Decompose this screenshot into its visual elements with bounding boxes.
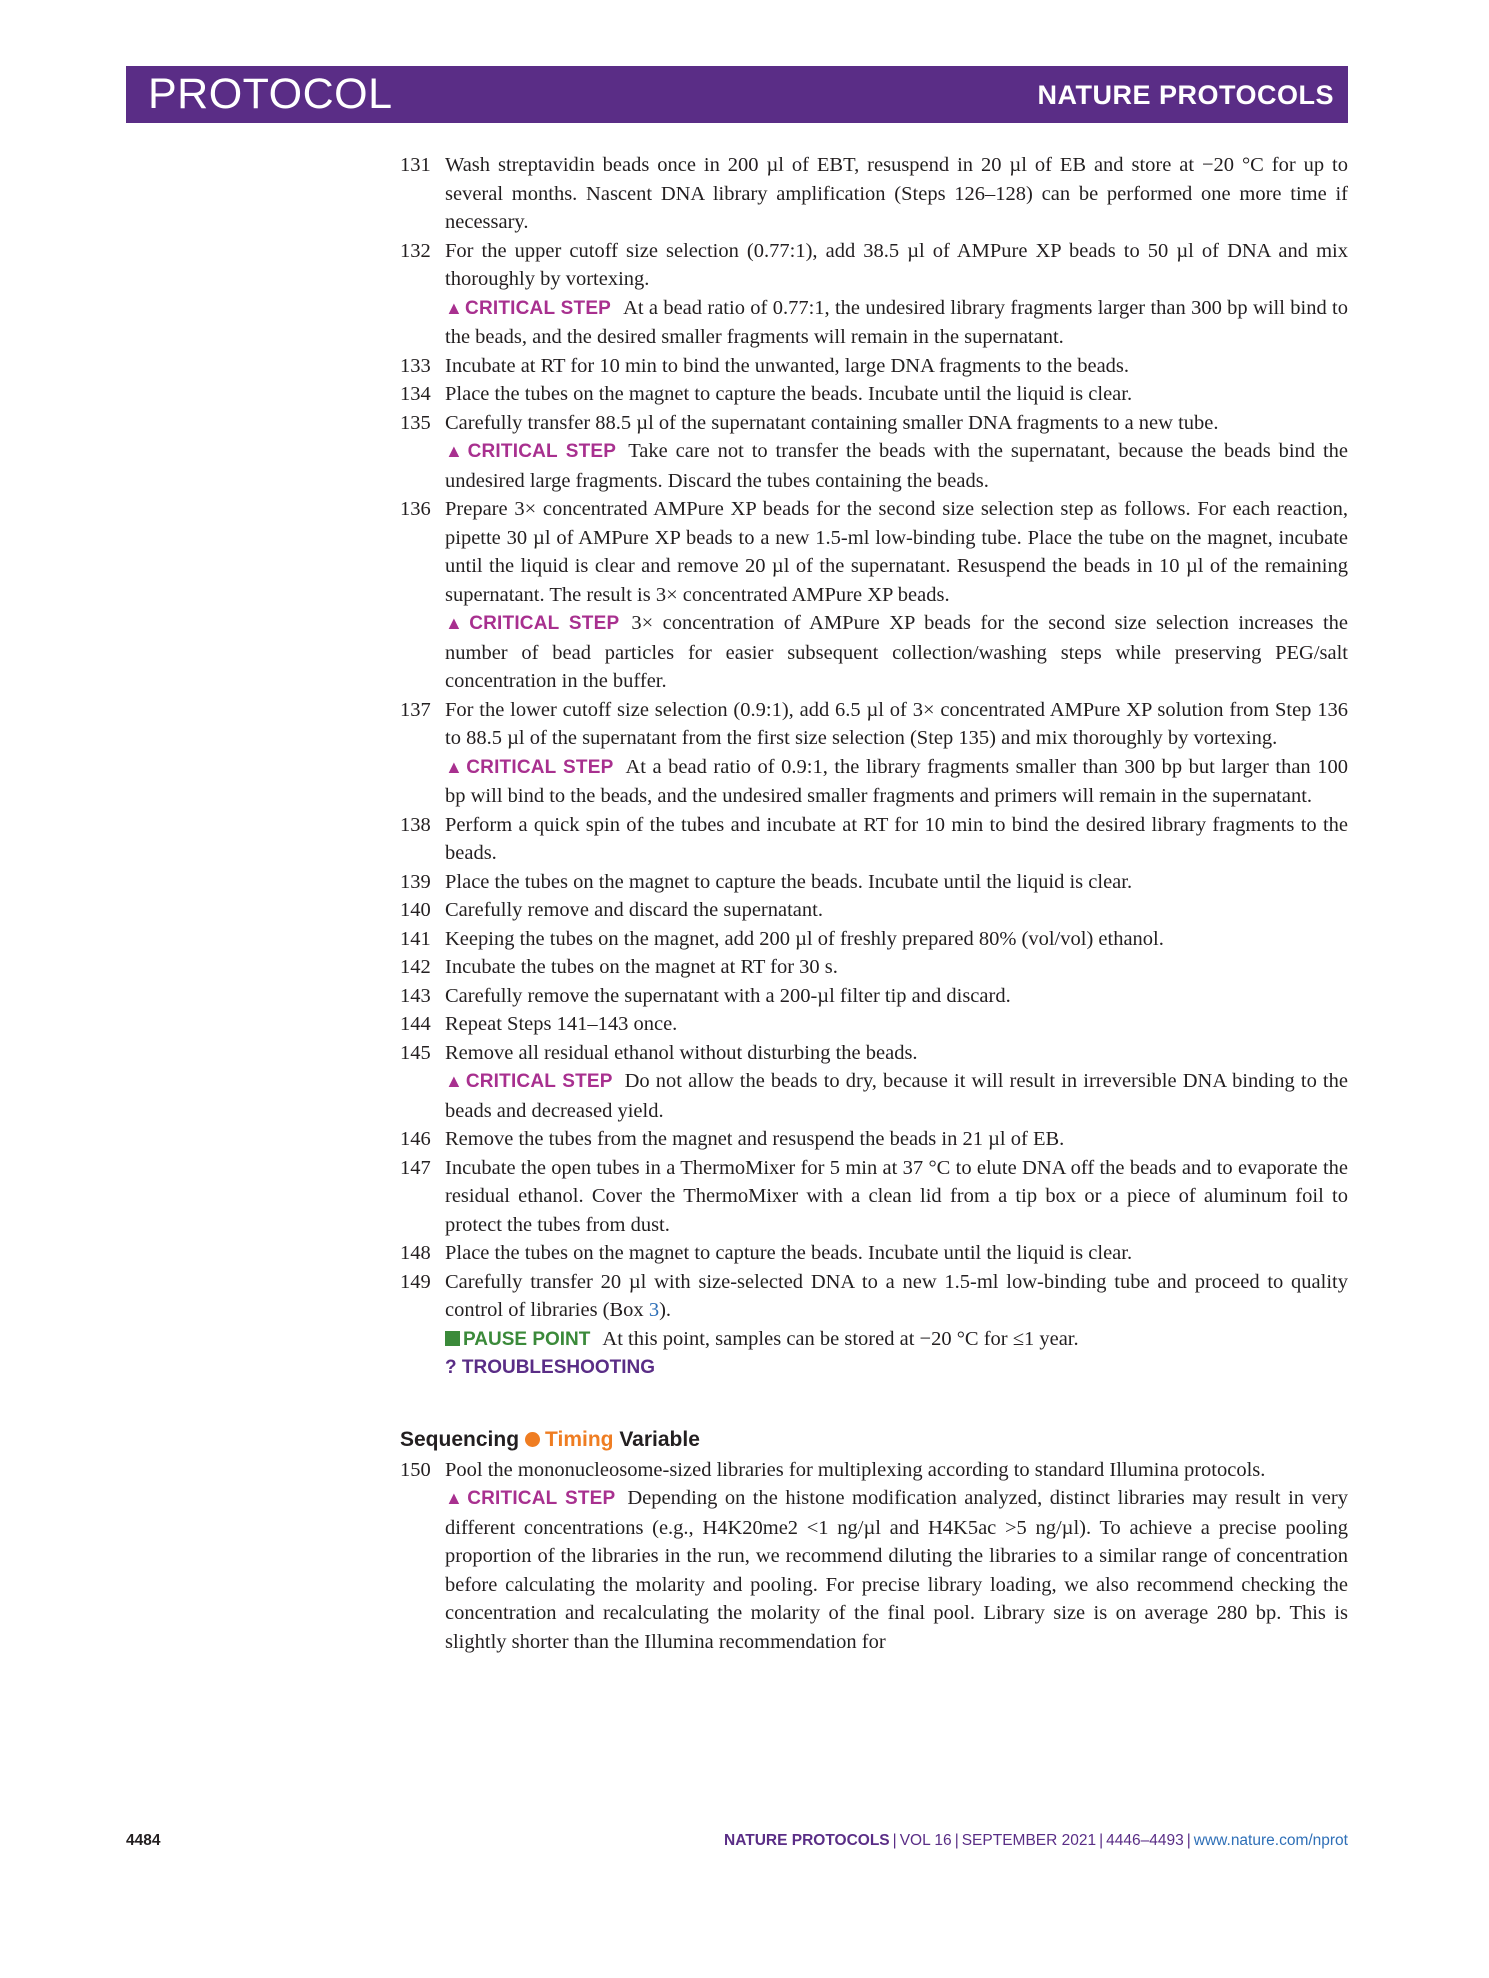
step-text: Carefully remove and discard the supernatant.	[445, 899, 823, 921]
step-text: Repeat Steps 141–143 once.	[445, 1013, 678, 1035]
triangle-icon: ▲	[445, 1488, 466, 1508]
critical-note	[445, 437, 1348, 495]
step-139	[400, 868, 1348, 897]
critical-note	[445, 609, 1348, 696]
step-text-part: ).	[659, 1299, 672, 1321]
triangle-icon: ▲	[445, 297, 464, 318]
step-137	[400, 696, 1348, 811]
step-149	[400, 1268, 1348, 1383]
footer-journal: NATURE PROTOCOLS	[724, 1832, 890, 1849]
step-text: Wash streptavidin beads once in 200 µl of EBT, resuspend in 20 µl of EB and store at −20 °C for up to several months. Nascent DNA library amplification (Steps 126–128) can be performed one more time if necessary.	[445, 154, 1348, 233]
step-138	[400, 811, 1348, 868]
step-number: 144	[400, 1013, 431, 1035]
step-text: Place the tubes on the magnet to capture the beads. Incubate until the liquid is clear.	[445, 870, 1133, 893]
triangle-icon: ▲	[445, 1071, 464, 1091]
step-number: 150	[400, 1458, 431, 1481]
step-number: 139	[400, 870, 431, 893]
footer-url[interactable]: www.nature.com/nprot	[1193, 1832, 1348, 1849]
critical-label: CRITICAL STEP	[469, 613, 620, 634]
section-title: Sequencing	[400, 1427, 520, 1451]
critical-note	[445, 1067, 1348, 1125]
step-148	[400, 1239, 1348, 1268]
step-text: Place the tubes on the magnet to capture the beads. Incubate until the liquid is clear.	[445, 383, 1133, 405]
step-140	[400, 896, 1348, 925]
step-136	[400, 495, 1348, 696]
step-text: Carefully remove the supernatant with a 200-µl filter tip and discard.	[445, 984, 1011, 1007]
step-number: 143	[400, 984, 431, 1007]
step-132	[400, 237, 1348, 352]
step-text: For the lower cutoff size selection (0.9:1), add 6.5 µl of 3× concentrated AMPure XP solution from Step 136 to 88.5 µl of the supernatant from the first size selection (Step 135) and mix thoroughly by vortexing.	[445, 698, 1348, 749]
step-number: 145	[400, 1041, 431, 1064]
section-heading	[400, 1424, 1348, 1456]
step-text: Place the tubes on the magnet to capture the beads. Incubate until the liquid is clear.	[445, 1242, 1133, 1264]
step-text: Incubate at RT for 10 min to bind the unwanted, large DNA fragments to the beads.	[445, 354, 1130, 377]
step-number: 142	[400, 956, 431, 978]
protocol-body	[400, 151, 1348, 1656]
step-text: Incubate the tubes on the magnet at RT for 30 s.	[445, 956, 838, 978]
page-header	[126, 66, 1348, 123]
footer-date: SEPTEMBER 2021	[961, 1832, 1097, 1849]
triangle-icon: ▲	[445, 756, 465, 777]
critical-text: Take care not to transfer the beads with the supernatant, because the beads bind the undesired large fragments. Discard the tubes containing the beads.	[445, 440, 1348, 492]
step-141	[400, 925, 1348, 954]
step-text	[445, 1268, 1348, 1325]
critical-note	[445, 1484, 1348, 1656]
step-text: Prepare 3× concentrated AMPure XP beads for the second size selection step as follows. For each reaction, pipette 30 µl of AMPure XP beads to a new 1.5-ml low-binding tube. Place the tube on the magnet, incubate until the liquid is clear and remove 20 µl of the supernatant. Resuspend the beads in 10 µl of the remaining supernatant. The result is 3× concentrated AMPure XP beads.	[445, 498, 1348, 606]
critical-label: CRITICAL STEP	[466, 756, 614, 778]
step-number: 133	[400, 354, 431, 377]
step-144	[400, 1010, 1348, 1039]
pause-square-icon	[445, 1331, 460, 1346]
step-number: 136	[400, 498, 431, 520]
critical-text: Do not allow the beads to dry, because it will result in irreversible DNA binding to the beads and decreased yield.	[445, 1070, 1348, 1122]
step-133	[400, 352, 1348, 381]
critical-note	[445, 294, 1348, 352]
step-142	[400, 953, 1348, 982]
step-number: 146	[400, 1128, 431, 1150]
step-text: Incubate the open tubes in a ThermoMixer for 5 min at 37 °C to elute DNA off the beads and to evaporate the residual ethanol. Cover the ThermoMixer with a clean lid from a tip box or a piece of aluminum foil to protect the tubes from dust.	[445, 1156, 1348, 1236]
step-text: Keeping the tubes on the magnet, add 200 µl of freshly prepared 80% (vol/vol) ethanol.	[445, 927, 1164, 950]
critical-text: Depending on the histone modification analyzed, distinct libraries may result in very different concentrations (e.g., H4K20me2 <1 ng/µl and H4K5ac >5 ng/µl). To achieve a precise pooling proportion of the libraries in the run, we recommend diluting the libraries to a similar range of concentration before calculating the molarity and pooling. For precise library loading, we also recommend checking the concentration and recalculating the molarity of the final pool. Library size is on average 280 bp. This is slightly shorter than the Illumina recommendation for	[445, 1487, 1348, 1653]
step-text: For the upper cutoff size selection (0.77:1), add 38.5 µl of AMPure XP beads to 50 µl of DNA and mix thoroughly by vortexing.	[445, 239, 1348, 290]
critical-note	[445, 753, 1348, 811]
journal-label: NATURE PROTOCOLS	[1037, 80, 1334, 110]
box-3-link[interactable]: 3	[648, 1299, 660, 1321]
step-number: 132	[400, 239, 431, 262]
step-number: 138	[400, 813, 431, 836]
timing-label: Timing	[545, 1427, 614, 1451]
critical-label: CRITICAL STEP	[465, 297, 612, 319]
step-147	[400, 1154, 1348, 1240]
critical-label: CRITICAL STEP	[465, 1071, 613, 1092]
critical-text: 3× concentration of AMPure XP beads for the second size selection increases the number of bead particles for easier subsequent collection/washing steps while preserving PEG/salt concentration in the buffer.	[445, 612, 1348, 692]
step-number: 137	[400, 698, 431, 721]
footer-citation: NATURE PROTOCOLS | VOL 16 | SEPTEMBER 2021 | 4446–4493 | www.nature.com/nprot	[724, 1832, 1348, 1849]
footer-volume: VOL 16	[899, 1832, 952, 1849]
step-text: Carefully transfer 88.5 µl of the supernatant containing smaller DNA fragments to a new tube.	[445, 411, 1219, 434]
triangle-icon: ▲	[445, 613, 468, 633]
step-number: 149	[400, 1270, 431, 1293]
pause-text: At this point, samples can be stored at −20 °C for ≤1 year.	[602, 1327, 1079, 1350]
timing-dot-icon	[525, 1432, 540, 1447]
critical-text: At a bead ratio of 0.9:1, the library fragments smaller than 300 bp but larger than 100 bp will bind to the beads, and the undesired smaller fragments and primers will remain in the supernatant.	[445, 755, 1348, 807]
step-number: 131	[400, 154, 431, 176]
step-143	[400, 982, 1348, 1011]
triangle-icon: ▲	[445, 441, 466, 461]
footer-pages: 4446–4493	[1106, 1832, 1184, 1849]
step-number: 135	[400, 411, 431, 434]
step-number: 134	[400, 383, 431, 405]
step-146	[400, 1125, 1348, 1154]
step-145	[400, 1039, 1348, 1126]
step-text: Perform a quick spin of the tubes and incubate at RT for 10 min to bind the desired library fragments to the beads.	[445, 813, 1348, 864]
step-150	[400, 1456, 1348, 1657]
critical-label: CRITICAL STEP	[467, 441, 617, 462]
step-number: 140	[400, 899, 431, 921]
troubleshooting-link[interactable]: ? TROUBLESHOOTING	[445, 1357, 656, 1378]
step-text-part: Carefully transfer 20 µl with size-selected DNA to a new 1.5-ml low-binding tube and proceed to quality control of libraries (Box	[445, 1270, 1348, 1321]
critical-text: At a bead ratio of 0.77:1, the undesired library fragments larger than 300 bp will bind to the beads, and the desired smaller fragments will remain in the supernatant.	[445, 296, 1348, 348]
pause-label: PAUSE POINT	[463, 1328, 591, 1350]
step-text: Pool the mononucleosome-sized libraries for multiplexing according to standard Illumina protocols.	[445, 1458, 1266, 1481]
page-number: 4484	[126, 1832, 161, 1849]
step-135	[400, 409, 1348, 496]
timing-value: Variable	[619, 1427, 700, 1451]
step-text: Remove the tubes from the magnet and resuspend the beads in 21 µl of EB.	[445, 1128, 1065, 1150]
step-134	[400, 380, 1348, 409]
pause-note	[445, 1325, 1348, 1355]
section-label: PROTOCOL	[148, 70, 393, 118]
step-text: Remove all residual ethanol without disturbing the beads.	[445, 1041, 918, 1064]
step-number: 147	[400, 1156, 431, 1179]
step-number: 148	[400, 1242, 431, 1264]
critical-label: CRITICAL STEP	[467, 1488, 616, 1509]
step-number: 141	[400, 927, 431, 950]
step-131	[400, 151, 1348, 237]
